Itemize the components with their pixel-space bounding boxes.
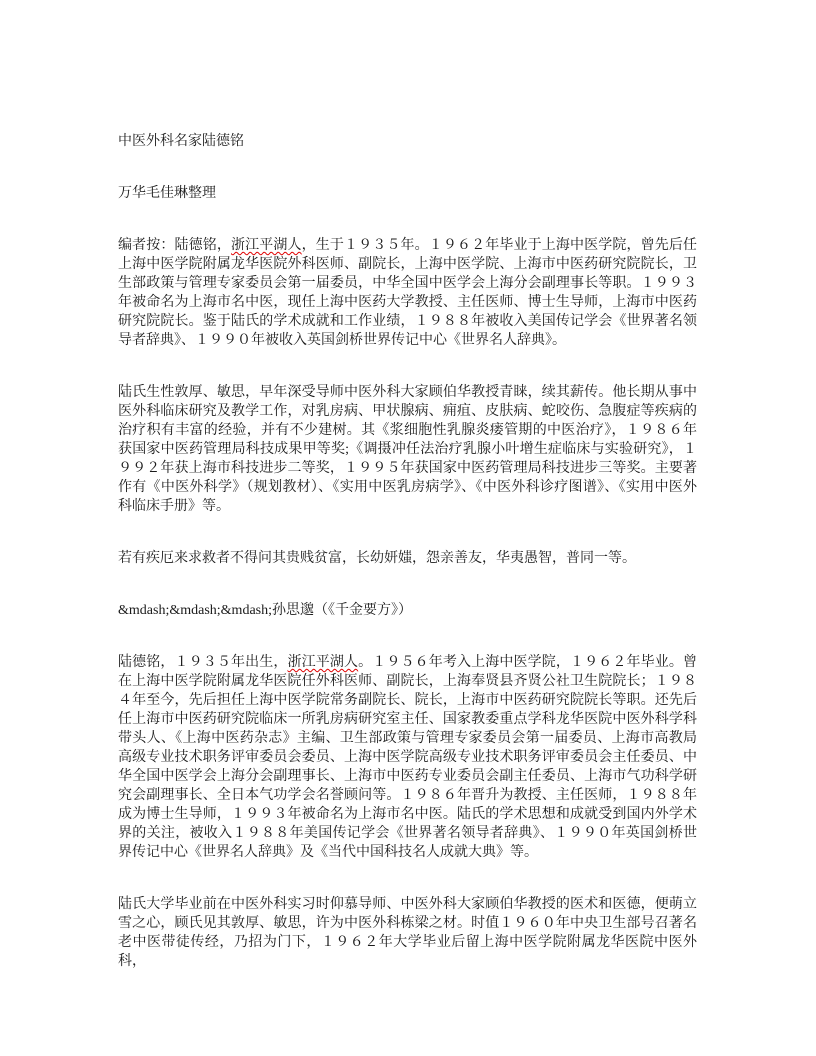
text-run: ，生于１９３５年。１９６２年毕业于上海中医学院，曾先后任上海中医学院附属龙华医院外科医师、副院长，上海中医学院、上海市中医药研究院院长，卫生部政策与管理专家委员会第一届委员，中华全国中医学会上海分会副理事长等职。１９９３年被命名为上海市名中医，现任上海中医药大学教授、主任医师、博士生导师，上海市中医药研究院院长。鉴于陆氏的学术成就和工作业绩，１９８８年被收入美国传记学会《世界著名领导者辞典》、１９９０年被收入英国剑桥世界传记中心《世界名人辞典》。 <box>118 238 697 348</box>
text-run: 陆德铭，１９３５年出生， <box>118 655 288 670</box>
text-run: 编者按：陆德铭， <box>118 238 231 253</box>
spellcheck-flagged-text: 浙江平湖人 <box>287 655 359 670</box>
text-run: 陆氏生性敦厚、敏思，早年深受导师中医外科大家顾伯华教授青睐，续其薪传。他长期从事中医外科临床研究及教学工作，对乳房病、甲状腺病、痈疽、皮肤病、蛇咬伤、急腹症等疾病的治疗积有丰富的经验，并有不少建树。其《浆细胞性乳腺炎瘘管期的中医治疗》，１９８６年获国家中医药管理局科技成果甲等奖;《调摄冲任法治疗乳腺小叶增生症临床与实验研究》，１９９２年获上海市科技进步二等奖，１９９５年获国家中医药管理局科技进步三等奖。主要著作有《中医外科学》（规划教材）、《实用中医乳房病学》、《中医外科诊疗图谱》、《实用中医外科临床手册》等。 <box>118 385 697 514</box>
paragraph <box>118 895 697 971</box>
document-title: 中医外科名家陆德铭 <box>118 134 244 149</box>
text-run: 陆氏大学毕业前在中医外科实习时仰慕导师、中医外科大家顾伯华教授的医术和医德，便萌立雪之心，顾氏见其敦厚、敏思，许为中医外科栋梁之材。时值１９６０年中央卫生部号召著名老中医带徒传经，乃招为门下，１９６２年大学毕业后留上海中医学院附属龙华医院中医外科， <box>118 897 697 969</box>
text-run: 若有疾厄来求救者不得问其贵贱贫富，长幼妍媸，怨亲善友，华夷愚智，普同一等。 <box>118 551 636 566</box>
document-content <box>118 132 697 971</box>
paragraph <box>118 549 697 568</box>
paragraph <box>118 653 697 862</box>
paragraph <box>118 601 697 620</box>
text-run: &mdash;&mdash;&mdash;孙思邈（《千金要方》） <box>118 603 412 618</box>
document-body <box>118 236 697 971</box>
paragraph <box>118 236 697 350</box>
spellcheck-flagged-text: 浙江平湖人 <box>231 238 302 253</box>
paragraph <box>118 383 697 516</box>
text-run: 。１９５６年考入上海中医学院，１９６２年毕业。曾在上海中医学院附属龙华医院任外科医师、副院长，上海奉贤县齐贤公社卫生院院长；１９８４年至今，先后担任上海中医学院常务副院长、院长，上海市中医药研究院院长等职。还先后任上海市中医药研究院临床一所乳房病研究室主任、国家教委重点学科龙华医院中医外科学科带头人、《上海中医药杂志》主编、卫生部政策与管理专家委员会第一届委员、上海市高教局高级专业技术职务评审委员会委员、上海中医学院高级专业技术职务评审委员会主任委员、中华全国中医学会上海分会副理事长、上海市中医药专业委员会副主任委员、上海市气功科学研究会副理事长、全日本气功学会名誉顾问等。１９８６年晋升为教授、主任医师，１９８８年成为博士生导师，１９９３年被命名为上海市名中医。陆氏的学术思想和成就受到国内外学术界的关注，被收入１９８８年美国传记学会《世界著名领导者辞典》、１９９０年英国剑桥世界传记中心《世界名人辞典》及《当代中国科技名人成就大典》等。 <box>118 655 697 860</box>
document-byline: 万华毛佳琳整理 <box>118 186 216 201</box>
